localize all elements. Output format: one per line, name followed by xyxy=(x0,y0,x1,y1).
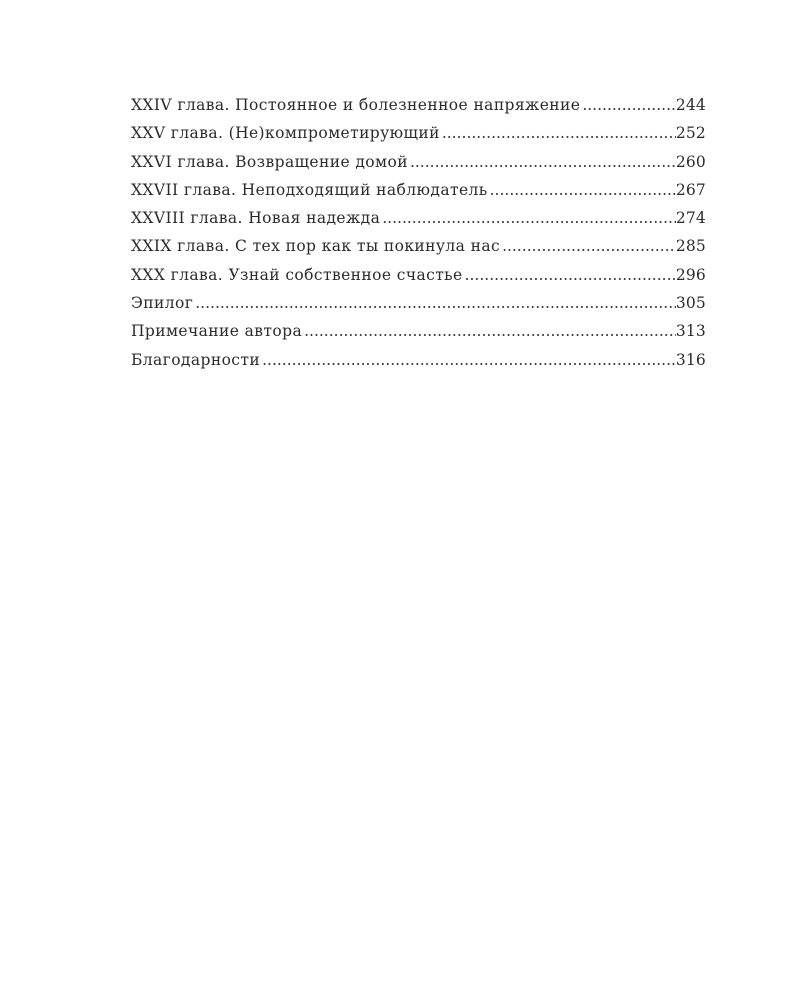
toc-dot-leader xyxy=(488,181,676,199)
toc-entry-page-number: 244 xyxy=(675,96,706,114)
toc-entry-title: XXVIII глава. Новая надежда xyxy=(131,209,381,228)
toc-dot-leader xyxy=(193,294,676,312)
toc-dot-leader xyxy=(408,153,676,171)
toc-entry xyxy=(131,209,706,237)
toc-entry xyxy=(131,322,706,350)
toc-entry-page-number: 296 xyxy=(675,265,706,284)
toc-dot-leader xyxy=(440,124,676,142)
toc-dot-leader xyxy=(500,237,676,255)
toc-entry-title: Благодарности xyxy=(131,350,261,369)
toc-entry-page-number: 267 xyxy=(675,180,706,199)
toc-entry xyxy=(131,153,706,181)
toc-entry-title: XXVI глава. Возвращение домой xyxy=(131,152,408,171)
toc-entry-title: XXIX глава. С тех пор как ты покинула нас xyxy=(131,237,501,256)
toc-entry xyxy=(131,181,706,209)
toc-entry-page-number: 252 xyxy=(675,124,706,143)
toc-dot-leader xyxy=(463,266,676,284)
toc-entry-title: Эпилог xyxy=(131,294,194,313)
toc-entry-page-number: 274 xyxy=(675,209,706,228)
toc-entry-page-number: 316 xyxy=(675,350,706,369)
toc-entry xyxy=(131,351,706,379)
toc-entry xyxy=(131,124,706,152)
toc-entry-title: XXIV глава. Постоянное и болезненное напряжение xyxy=(131,96,581,114)
toc-entry xyxy=(131,237,706,265)
toc-entry-page-number: 285 xyxy=(675,237,706,256)
table-of-contents xyxy=(131,96,706,379)
toc-dot-leader xyxy=(260,351,676,369)
toc-entry xyxy=(131,96,706,124)
toc-entry-title: Примечание автора xyxy=(131,322,303,341)
toc-entry xyxy=(131,266,706,294)
toc-entry-page-number: 313 xyxy=(675,322,706,341)
toc-entry-title: XXV глава. (Не)компрометирующий xyxy=(131,124,440,143)
toc-entry-title: XXVII глава. Неподходящий наблюдатель xyxy=(131,180,488,199)
toc-entry-page-number: 305 xyxy=(675,294,706,313)
toc-dot-leader xyxy=(302,322,676,340)
toc-entry xyxy=(131,294,706,322)
toc-entry-title: XXX глава. Узнай собственное счастье xyxy=(131,265,463,284)
toc-dot-leader xyxy=(580,96,676,114)
toc-entry-page-number: 260 xyxy=(675,152,706,171)
toc-dot-leader xyxy=(380,209,676,227)
